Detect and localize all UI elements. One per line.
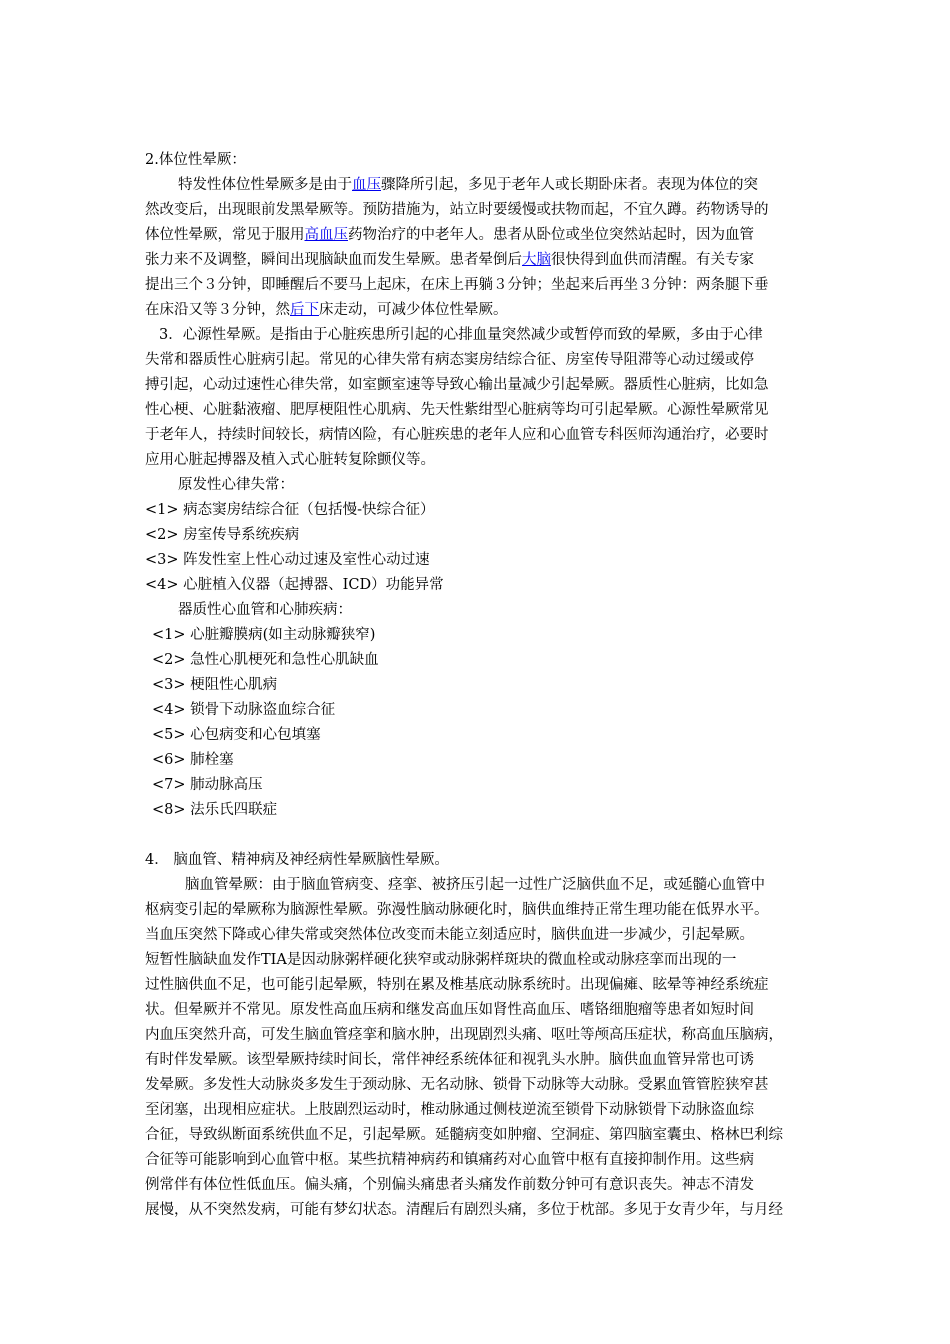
- paragraph-line: [145, 223, 754, 248]
- link-hypertension[interactable]: 高血压: [304, 227, 348, 243]
- list-item: <6> 肺栓塞: [152, 752, 234, 768]
- section-3-line: 失常和器质性心脏病引起。常见的心律失常有病态窦房结综合征、房室传导阻滞等心动过缓或停: [145, 352, 754, 368]
- organic-title: 器质性心血管和心肺疾病：: [178, 602, 352, 618]
- list-item: <3> 阵发性室上性心动过速及室性心动过速: [145, 552, 430, 568]
- paragraph-line: [178, 173, 758, 198]
- text-span: 很快得到血供而清醒。有关专家: [551, 252, 754, 268]
- paragraph-line: 然改变后，出现眼前发黑晕厥等。预防措施为，站立时要缓慢或扶物而起，不宜久蹲。药物诱导的: [145, 202, 769, 218]
- section-4-line: 脑血管晕厥：由于脑血管病变、痉挛、被挤压引起一过性广泛脑供血不足，或延髓心血管中: [185, 877, 765, 893]
- section-3-line: 应用心脏起搏器及植入式心脏转复除颤仪等。: [145, 452, 435, 468]
- list-item: <5> 心包病变和心包填塞: [152, 727, 321, 743]
- section-3-line: 搏引起，心动过速性心律失常，如室颤室速等导致心输出量减少引起晕厥。器质性心脏病，比如急: [145, 377, 769, 393]
- section-4-heading: 4． 脑血管、精神病及神经病性晕厥脑性晕厥。: [145, 852, 449, 868]
- section-4-line: 合征，导致纵断面系统供血不足，引起晕厥。延髓病变如肿瘤、空洞症、第四脑室囊虫、格林巴利综: [145, 1127, 783, 1143]
- paragraph-line: [145, 248, 754, 273]
- section-4-line: 内血压突然升高，可发生脑血管痉挛和脑水肿，出现剧烈头痛、呕吐等颅高压症状，称高血压脑病，: [145, 1027, 783, 1043]
- section-2-heading: 2.体位性晕厥：: [145, 152, 246, 168]
- section-4-line: 短暂性脑缺血发作TIA是因动脉粥样硬化狭窄或动脉粥样斑块的微血栓或动脉痉挛而出现的一: [145, 952, 737, 968]
- link-blood-pressure[interactable]: 血压: [352, 177, 381, 193]
- section-4-line: 过性脑供血不足，也可能引起晕厥，特别在累及椎基底动脉系统时。出现偏瘫、眩晕等神经系统症: [145, 977, 769, 993]
- section-3-line: 3．心源性晕厥。是指由于心脏疾患所引起的心排血量突然减少或暂停而致的晕厥，多由于心律: [159, 327, 763, 343]
- text-span: 药物治疗的中老年人。患者从卧位或坐位突然站起时，因为血管: [348, 227, 754, 243]
- section-4-line: 例常伴有体位性低血压。偏头痛，个别偏头痛患者头痛发作前数分钟可有意识丧失。神志不清发: [145, 1177, 754, 1193]
- list-item: <2> 急性心肌梗死和急性心肌缺血: [152, 652, 379, 668]
- list-item: <1> 心脏瓣膜病(如主动脉瓣狭窄): [152, 627, 376, 643]
- section-4-line: 合征等可能影响到心血管中枢。某些抗精神病药和镇痛药对心血管中枢有直接抑制作用。这些病: [145, 1152, 754, 1168]
- section-4-line: 枢病变引起的晕厥称为脑源性晕厥。弥漫性脑动脉硬化时，脑供血维持正常生理功能在低界水平。: [145, 902, 769, 918]
- list-item: <2> 房室传导系统疾病: [145, 527, 300, 543]
- list-item: <4> 心脏植入仪器（起搏器、ICD）功能异常: [145, 577, 444, 593]
- section-4-line: 至闭塞，出现相应症状。上肢剧烈运动时，椎动脉通过侧枝逆流至锁骨下动脉锁骨下动脉盗血综: [145, 1102, 754, 1118]
- section-4-line: 状。但晕厥并不常见。原发性高血压病和继发高血压如肾性高血压、嗜铬细胞瘤等患者如短时间: [145, 1002, 754, 1018]
- paragraph-line: [145, 298, 508, 323]
- text-span: 特发性体位性晕厥多是由于: [178, 177, 352, 193]
- list-item: <4> 锁骨下动脉盗血综合征: [152, 702, 336, 718]
- link-brain[interactable]: 大脑: [522, 252, 551, 268]
- text-span: 在床沿又等３分钟，然: [145, 302, 290, 318]
- section-3-line: 于老年人，持续时间较长，病情凶险，有心脏疾患的老年人应和心血管专科医师沟通治疗，必要时: [145, 427, 769, 443]
- section-4-line: 展慢，从不突然发病，可能有梦幻状态。清醒后有剧烈头痛，多位于枕部。多见于女青少年，与月经: [145, 1202, 783, 1218]
- paragraph-line: 提出三个３分钟，即睡醒后不要马上起床，在床上再躺３分钟；坐起来后再坐３分钟：两条腿下垂: [145, 277, 769, 293]
- text-span: 体位性晕厥，常见于服用: [145, 227, 305, 243]
- list-item: <8> 法乐氏四联症: [152, 802, 278, 818]
- text-span: 骤降所引起，多见于老年人或长期卧床者。表现为体位的突: [381, 177, 758, 193]
- arrhythmia-title: 原发性心律失常：: [178, 477, 294, 493]
- list-item: <7> 肺动脉高压: [152, 777, 263, 793]
- section-4-line: 有时伴发晕厥。该型晕厥持续时间长，常伴神经系统体征和视乳头水肿。脑供血血管异常也可诱: [145, 1052, 754, 1068]
- section-4-line: 发晕厥。多发性大动脉炎多发生于颈动脉、无名动脉、锁骨下动脉等大动脉。受累血管管腔狭窄甚: [145, 1077, 769, 1093]
- section-4-line: 当血压突然下降或心律失常或突然体位改变而未能立刻适应时，脑供血进一步减少，引起晕厥。: [145, 927, 754, 943]
- list-item: <1> 病态窦房结综合征（包括慢-快综合征）: [145, 502, 435, 518]
- link-after[interactable]: 后下: [290, 302, 319, 318]
- section-3-line: 性心梗、心脏黏液瘤、肥厚梗阻性心肌病、先天性紫绀型心脏病等均可引起晕厥。心源性晕厥常见: [145, 402, 769, 418]
- list-item: <3> 梗阻性心肌病: [152, 677, 278, 693]
- text-span: 床走动，可减少体位性晕厥。: [319, 302, 508, 318]
- text-span: 张力来不及调整，瞬间出现脑缺血而发生晕厥。患者晕倒后: [145, 252, 522, 268]
